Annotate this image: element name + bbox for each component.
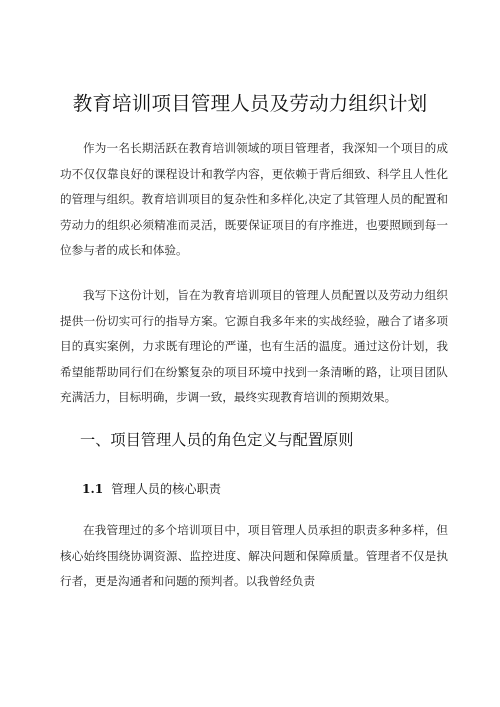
subsection-title: 管理人员的核心职责 — [111, 482, 221, 496]
intro-paragraph-2: 我写下这份计划，旨在为教育培训项目的管理人员配置以及劳动力组织提供一份切实可行的指导方案。它源自我多年来的实战经验，融合了诸多项目的真实案例，力求既有理论的严谨，也有生活的温度。通过这份计划，我希望能帮助同行们在纷繁复杂的项目环境中找到一条清晰的路，让项目团队充满活力，目标明确，步调一致，最终实现教育培训的预期效果。 — [60, 288, 448, 405]
subsection-heading — [82, 480, 221, 498]
subsection-paragraph: 在我管理过的多个培训项目中，项目管理人员承担的职责多种多样，但核心始终围绕协调资源、监控进度、解决问题和保障质量。管理者不仅是执行者，更是沟通者和问题的预判者。以我曾经负责 — [60, 523, 448, 589]
document-title: 教育培训项目管理人员及劳动力组织计划 — [72, 92, 428, 115]
subsection-number: 1.1 — [82, 482, 104, 496]
intro-paragraph-1: 作为一名长期活跃在教育培训领域的项目管理者，我深知一个项目的成功不仅仅靠良好的课程设计和教学内容，更依赖于背后细致、科学且人性化的管理与组织。教育培训项目的复杂性和多样化,决定了其管理人员的配置和劳动力的组织必须精准而灵活，既要保证项目的有序推进，也要照顾到每一位参与者的成长和体验。 — [60, 141, 448, 258]
section-heading: 一、项目管理人员的角色定义与配置原则 — [80, 431, 354, 449]
